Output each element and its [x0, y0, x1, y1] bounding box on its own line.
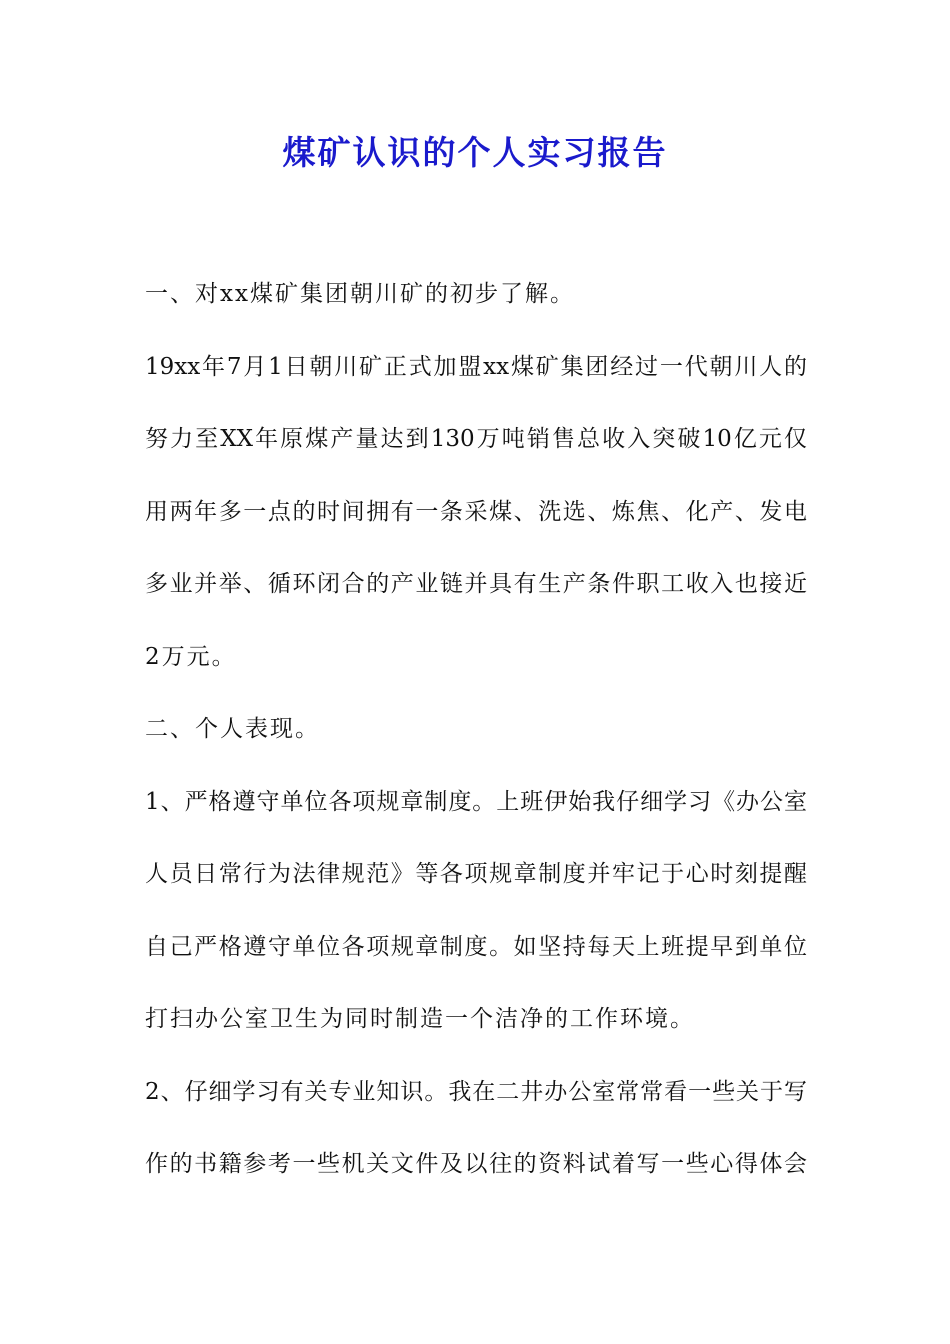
- paragraph-line: 打扫办公室卫生为同时制造一个洁净的工作环境。: [145, 1006, 695, 1032]
- section-heading-2: 二、个人表现。: [145, 716, 320, 742]
- section-heading-1: 一、对xx煤矿集团朝川矿的初步了解。: [145, 281, 575, 307]
- paragraph-line: 2万元。: [145, 643, 237, 670]
- paragraph-line: 多业并举、循环闭合的产业链并具有生产条件职工收入也接近: [145, 571, 807, 597]
- paragraph-line: 努力至XX年原煤产量达到130万吨销售总收入突破10亿元仅: [145, 426, 807, 452]
- paragraph-line: 作的书籍参考一些机关文件及以往的资料试着写一些心得体会: [145, 1151, 807, 1177]
- document-title: 煤矿认识的个人实习报告: [282, 133, 668, 172]
- document-body: [145, 258, 807, 1201]
- paragraph-line: 2、仔细学习有关专业知识。我在二井办公室常常看一些关于写: [145, 1078, 807, 1105]
- paragraph-line: 人员日常行为法律规范》等各项规章制度并牢记于心时刻提醒: [145, 861, 807, 887]
- paragraph-line: 自己严格遵守单位各项规章制度。如坚持每天上班提早到单位: [145, 933, 807, 960]
- paragraph-line: 用两年多一点的时间拥有一条采煤、洗选、炼焦、化产、发电: [145, 498, 807, 525]
- paragraph-line: 19xx年7月1日朝川矿正式加盟xx煤矿集团经过一代朝川人的: [145, 353, 807, 380]
- paragraph-line: 1、严格遵守单位各项规章制度。上班伊始我仔细学习《办公室: [145, 788, 807, 815]
